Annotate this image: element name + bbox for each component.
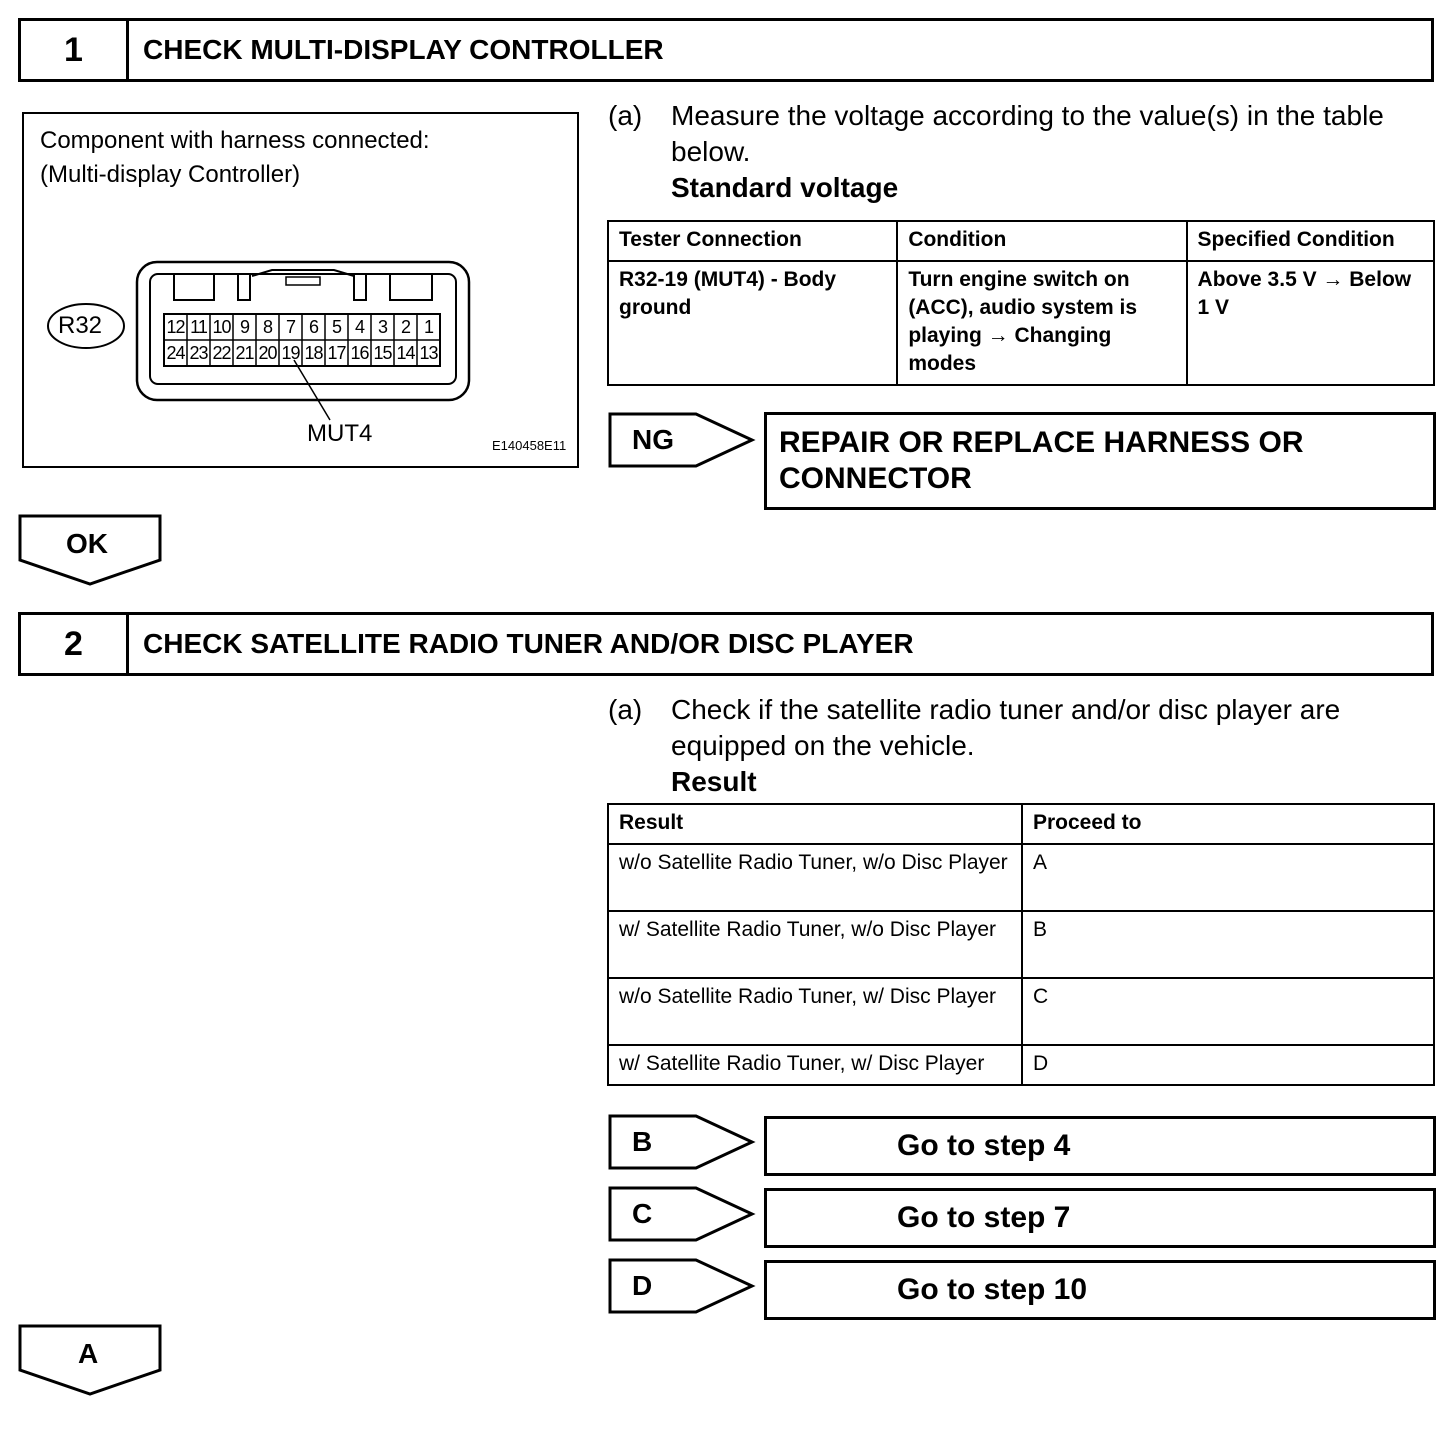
step2-title: CHECK SATELLITE RADIO TUNER AND/OR DISC PLAYER [143, 628, 914, 659]
table-cell: C [1022, 978, 1434, 1045]
table-header: Proceed to [1022, 804, 1434, 844]
step1-header [18, 18, 1434, 82]
table-cell: w/ Satellite Radio Tuner, w/ Disc Player [608, 1045, 1022, 1085]
pointer-label-mut4: MUT4 [307, 420, 373, 447]
branch-d-label: D [632, 1270, 653, 1301]
branch-d-arrow [608, 1258, 758, 1316]
table-cell: w/ Satellite Radio Tuner, w/o Disc Player [608, 911, 1022, 978]
result-table [607, 803, 1435, 1086]
connector-pin-17: 17 [327, 343, 346, 363]
branch-c-action-box [764, 1188, 1436, 1248]
connector-pin-16: 16 [350, 343, 369, 363]
connector-pin-19: 19 [281, 343, 300, 363]
branch-d-action: Go to step 10 [897, 1273, 1088, 1306]
branch-b-label: B [632, 1126, 653, 1157]
ng-action-line1: REPAIR OR REPLACE HARNESS OR [779, 426, 1304, 459]
connector-pin-24: 24 [166, 343, 185, 363]
branch-c-label: C [632, 1198, 653, 1229]
connector-diagram [24, 114, 581, 470]
connector-pin-11: 11 [190, 317, 207, 337]
branch-b-action-box [764, 1116, 1436, 1176]
table-header-row [608, 221, 1434, 261]
pin-row-bottom [164, 341, 440, 366]
connector-pin-2: 2 [400, 317, 410, 337]
ng-label: NG [632, 424, 674, 455]
a-label: A [78, 1338, 99, 1369]
connector-pin-13: 13 [419, 343, 438, 363]
ng-arrow [608, 412, 758, 470]
table-header: Result [608, 804, 1022, 844]
figure-caption-line2: (Multi-display Controller) [40, 161, 301, 188]
step2-instruction-text: Check if the satellite radio tuner and/or disc player are equipped on the vehicle. [671, 694, 1341, 761]
table-header: Tester Connection [608, 221, 897, 261]
branch-c-arrow [608, 1186, 758, 1244]
branch-b-arrow [608, 1114, 758, 1172]
ng-action-line2: CONNECTOR [779, 462, 972, 495]
step2-header [18, 612, 1434, 676]
connector-pin-14: 14 [396, 343, 415, 363]
table-cell: D [1022, 1045, 1434, 1085]
table-row [608, 261, 1434, 385]
step1-instruction-text: Measure the voltage according to the value(s) in the table below. [671, 100, 1384, 167]
ng-action-box [764, 412, 1436, 510]
connector-pin-8: 8 [262, 317, 272, 337]
table-header: Condition [897, 221, 1186, 261]
figure-code: E140458E11 [492, 438, 567, 453]
branch-d-action-box [764, 1260, 1436, 1320]
connector-pin-1: 1 [423, 317, 433, 337]
connector-pin-22: 22 [212, 343, 231, 363]
connector-pin-21: 21 [235, 343, 254, 363]
table-row [608, 1045, 1434, 1085]
standard-voltage-table [607, 220, 1435, 386]
table-cell: w/o Satellite Radio Tuner, w/o Disc Player [608, 844, 1022, 911]
table-cell: w/o Satellite Radio Tuner, w/ Disc Player [608, 978, 1022, 1045]
step1-instruction-label: (a) [608, 100, 643, 131]
table-row [608, 844, 1434, 911]
step1-table-heading: Standard voltage [671, 172, 899, 203]
step2-number: 2 [21, 615, 129, 673]
step2-instruction-label: (a) [608, 694, 643, 725]
table-header: Specified Condition [1187, 221, 1434, 261]
connector-pin-9: 9 [239, 317, 249, 337]
connector-pin-7: 7 [285, 317, 295, 337]
figure-caption-line1: Component with harness connected: [40, 127, 430, 154]
connector-pin-18: 18 [304, 343, 323, 363]
table-header-row [608, 804, 1434, 844]
connector-pin-10: 10 [212, 317, 231, 337]
connector-pin-15: 15 [373, 343, 392, 363]
connector-id-label: R32 [58, 312, 103, 339]
table-row [608, 911, 1434, 978]
connector-pin-5: 5 [331, 317, 341, 337]
connector-pin-3: 3 [377, 317, 387, 337]
connector-pin-6: 6 [308, 317, 318, 337]
connector-pin-4: 4 [354, 317, 364, 337]
table-row [608, 978, 1434, 1045]
ok-label: OK [66, 528, 108, 559]
connector-pin-12: 12 [166, 317, 185, 337]
connector-pin-20: 20 [258, 343, 277, 363]
connector-figure [22, 112, 579, 468]
table-cell: R32-19 (MUT4) - Body ground [608, 261, 897, 385]
connector-pin-23: 23 [189, 343, 208, 363]
pin-row-top [164, 315, 440, 340]
branch-b-action: Go to step 4 [897, 1129, 1071, 1162]
step1-title: CHECK MULTI-DISPLAY CONTROLLER [143, 34, 664, 65]
step1-number: 1 [21, 21, 129, 79]
table-cell: Turn engine switch on (ACC), audio system is playing → Changing modes [897, 261, 1186, 385]
table-cell: B [1022, 911, 1434, 978]
branch-c-action: Go to step 7 [897, 1201, 1071, 1234]
table-cell: Above 3.5 V → Below 1 V [1187, 261, 1434, 385]
step2-table-heading: Result [671, 766, 757, 797]
table-cell: A [1022, 844, 1434, 911]
